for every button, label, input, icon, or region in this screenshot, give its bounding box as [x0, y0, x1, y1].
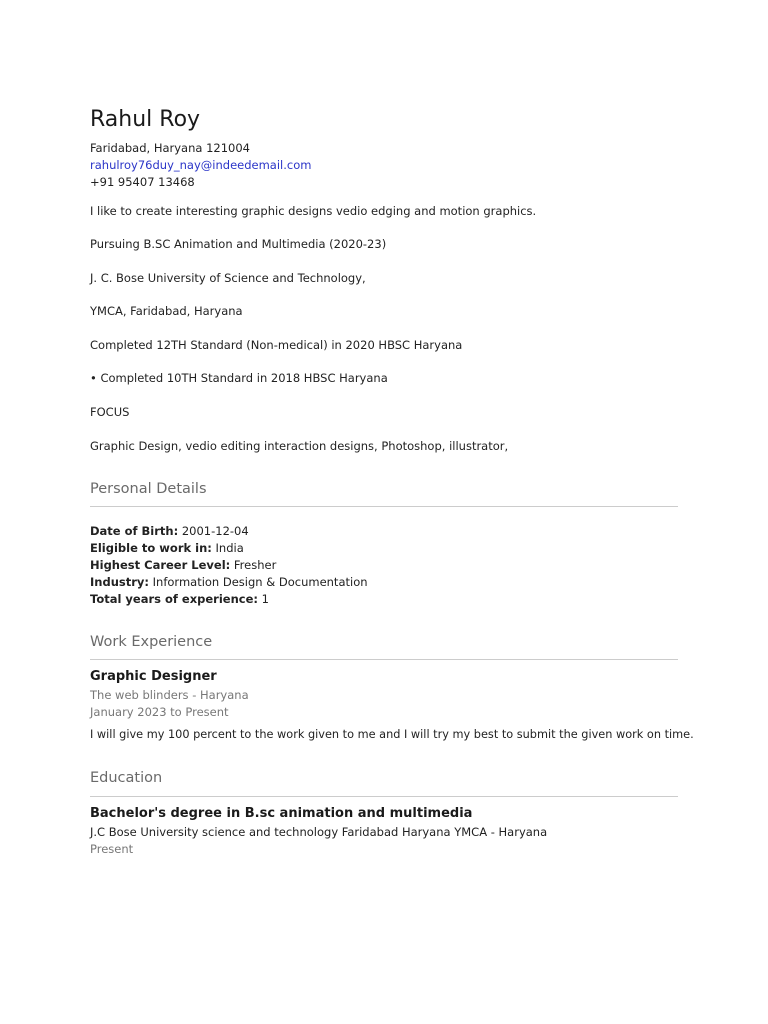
summary-line: I like to create interesting graphic designs vedio edging and motion graphics. [90, 204, 537, 218]
detail-row [90, 524, 249, 538]
summary-line: FOCUS [90, 405, 130, 419]
detail-label: Highest Career Level: [90, 558, 231, 572]
summary-line: YMCA, Faridabad, Haryana [90, 304, 243, 318]
job-title: Graphic Designer [90, 669, 217, 684]
email-link[interactable]: rahulroy76duy_nay@indeedemail.com [90, 158, 312, 172]
education-dates: Present [90, 842, 134, 856]
summary-line: J. C. Bose University of Science and Technology, [90, 271, 366, 285]
detail-value: 1 [261, 592, 269, 606]
detail-row [90, 541, 244, 555]
work-experience-heading: Work Experience [90, 634, 213, 650]
detail-row [90, 558, 276, 572]
detail-row [90, 592, 269, 606]
detail-row [90, 575, 368, 589]
job-dates: January 2023 to Present [90, 705, 229, 719]
detail-value: Information Design & Documentation [152, 575, 368, 589]
summary-line: Pursuing B.SC Animation and Multimedia (2020-23) [90, 237, 387, 251]
detail-value: India [215, 541, 244, 555]
summary-line: • Completed 10TH Standard in 2018 HBSC Haryana [90, 371, 388, 385]
candidate-name: Rahul Roy [90, 107, 201, 132]
section-divider [90, 796, 678, 797]
degree-title: Bachelor's degree in B.sc animation and multimedia [90, 806, 473, 821]
address: Faridabad, Haryana 121004 [90, 141, 251, 155]
detail-value: 2001-12-04 [181, 524, 249, 538]
detail-label: Date of Birth: [90, 524, 179, 538]
detail-value: Fresher [233, 558, 277, 572]
personal-details-heading: Personal Details [90, 481, 207, 497]
summary-line: Graphic Design, vedio editing interaction designs, Photoshop, illustrator, [90, 439, 509, 453]
summary-line: Completed 12TH Standard (Non-medical) in 2020 HBSC Haryana [90, 338, 463, 352]
company: The web blinders - Haryana [90, 688, 249, 702]
job-description: I will give my 100 percent to the work given to me and I will try my best to submit the given work on time. [90, 728, 694, 741]
detail-label: Total years of experience: [90, 592, 258, 606]
section-divider [90, 659, 678, 660]
school: J.C Bose University science and technology Faridabad Haryana YMCA - Haryana [90, 825, 548, 839]
education-heading: Education [90, 770, 163, 786]
phone: +91 95407 13468 [90, 175, 195, 189]
section-divider [90, 506, 678, 507]
detail-label: Eligible to work in: [90, 541, 212, 555]
detail-label: Industry: [90, 575, 149, 589]
